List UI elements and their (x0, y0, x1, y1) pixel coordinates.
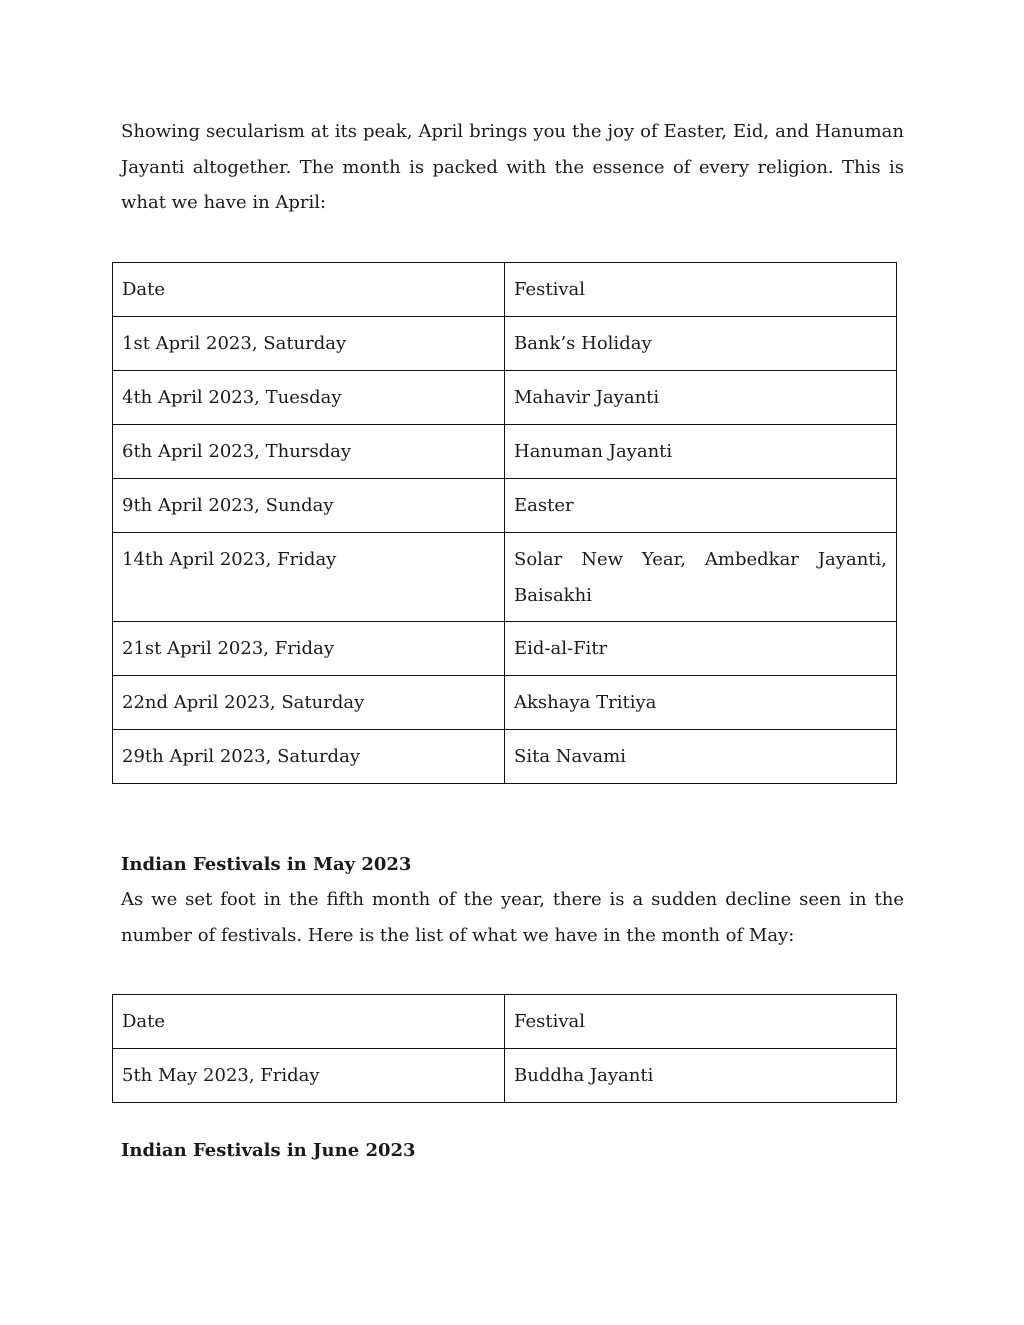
date-cell: 1st April 2023, Saturday (113, 317, 505, 371)
table-header-row (113, 995, 897, 1049)
festival-cell: Hanuman Jayanti (505, 425, 897, 479)
date-header: Date (113, 995, 505, 1049)
table-header-row (113, 263, 897, 317)
festival-cell: Mahavir Jayanti (505, 371, 897, 425)
festival-header: Festival (505, 995, 897, 1049)
festival-cell: Bank’s Holiday (505, 317, 897, 371)
festival-cell: Easter (505, 479, 897, 533)
date-cell: 22nd April 2023, Saturday (113, 676, 505, 730)
april-festival-table (112, 262, 897, 784)
date-cell: 4th April 2023, Tuesday (113, 371, 505, 425)
festival-cell: Solar New Year, Ambedkar Jayanti, Baisakhi (505, 533, 897, 622)
festival-header: Festival (505, 263, 897, 317)
table-row (113, 317, 897, 371)
festival-cell: Eid-al-Fitr (505, 622, 897, 676)
date-cell: 5th May 2023, Friday (113, 1049, 505, 1103)
date-header: Date (113, 263, 505, 317)
festival-cell: Akshaya Tritiya (505, 676, 897, 730)
table-row (113, 676, 897, 730)
festival-cell: Buddha Jayanti (505, 1049, 897, 1103)
may-intro-paragraph: As we set foot in the fifth month of the year, there is a sudden decline seen in the number of festivals. Here is the list of what we have in the month of May: (121, 889, 904, 946)
june-section-heading: Indian Festivals in June 2023 (121, 1140, 416, 1161)
date-cell: 29th April 2023, Saturday (113, 730, 505, 784)
date-cell: 9th April 2023, Sunday (113, 479, 505, 533)
may-section-heading: Indian Festivals in May 2023 (121, 854, 412, 875)
table-row (113, 730, 897, 784)
table-row (113, 622, 897, 676)
festival-cell: Sita Navami (505, 730, 897, 784)
date-cell: 6th April 2023, Thursday (113, 425, 505, 479)
april-intro-paragraph: Showing secularism at its peak, April brings you the joy of Easter, Eid, and Hanuman Jayanti altogether. The month is packed with the essence of every religion. This is what we have in April: (121, 121, 904, 213)
table-row (113, 1049, 897, 1103)
table-row (113, 371, 897, 425)
date-cell: 21st April 2023, Friday (113, 622, 505, 676)
table-row (113, 479, 897, 533)
may-festival-table (112, 994, 897, 1103)
table-row (113, 425, 897, 479)
date-cell: 14th April 2023, Friday (113, 533, 505, 622)
table-row (113, 533, 897, 622)
